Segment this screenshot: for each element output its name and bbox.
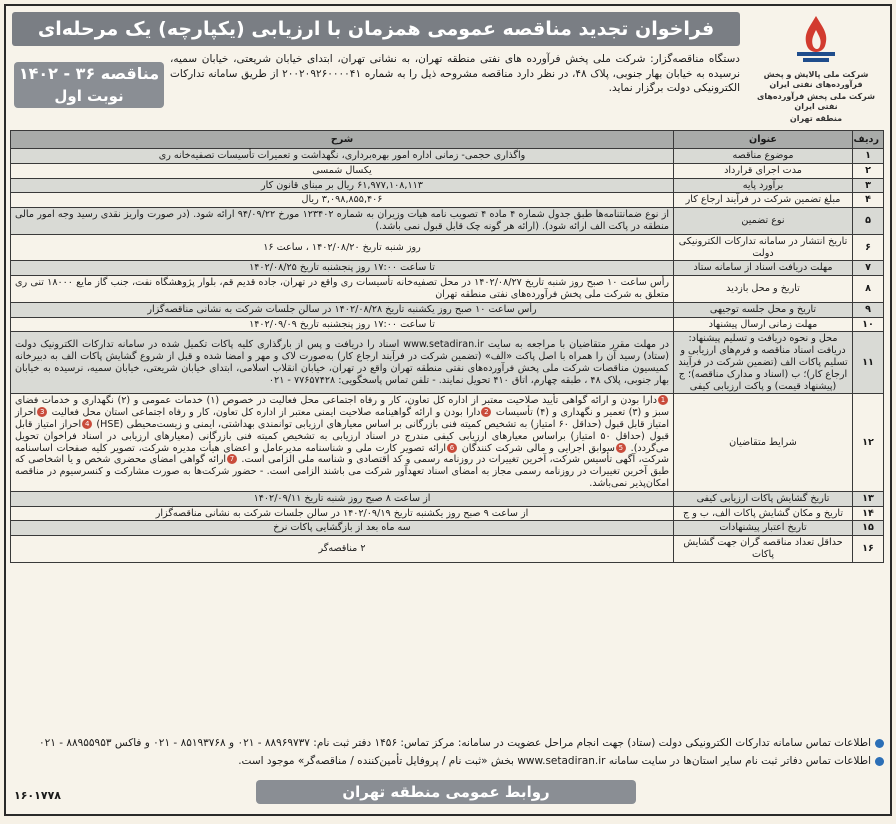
table-row (11, 317, 884, 332)
bullet-icon (875, 757, 884, 766)
notice-code: ۱۶۰۱۷۷۸ (14, 789, 61, 802)
row-title: تاریخ و مکان گشایش پاکات الف، ب و ج (674, 506, 853, 521)
row-number: ۷ (853, 261, 884, 276)
condition-text: احراز امتیاز قابل قبول (حداقل ۵۰ امتیاز) براساس معیارهای ارزیابی کیفی مندرج در اسناد ارزیابی به تشخیص کمیته فنی بازرگانی (معیارهای ارزیابی در اسناد فراخوان تحویل می‌گردد). (15, 418, 670, 454)
public-relations-banner: روابط عمومی منطقه تهران (256, 780, 636, 804)
row-description: روز شنبه تاریخ ۱۴۰۲/۰۸/۲۰ ، ساعت ۱۶ (11, 234, 674, 261)
row-title: محل و نحوه دریافت و تسلیم پیشنهاد: دریافت اسناد مناقصه و فرم‌های ارزیابی و تسلیم پاکات الف (تضمین شرکت در فرآیند ارجاع کار)؛ ب (اسناد و مدارک مناقصه)؛ ج (پیشنهاد قیمت) و پاکت ارزیابی کیفی (674, 332, 853, 394)
condition-text: دارا بودن و ارائه گواهی تأیید صلاحیت معتبر از اداره کل تعاون، کار و رفاه اجتماعی محل فعالیت در خصوص (۱) خدمات عمومی و (۲) نگهداری و خدمات فضای سبز و (۳) تعمیر و نگهداری و (۴) تأسیسات (15, 395, 669, 419)
row-number: ۱۲ (853, 394, 884, 491)
row-number: ۱۳ (853, 491, 884, 506)
contact-text-2: اطلاعات تماس دفاتر ثبت نام سایر استان‌ها در سایت سامانه www.setadiran.ir بخش «ثبت نام / پروفایل تأمین‌کننده / مناقصه‌گر» موجود است. (238, 755, 871, 767)
notice-header (6, 6, 890, 122)
row-number: ۱۴ (853, 506, 884, 521)
table-row (11, 394, 884, 491)
row-number: ۹ (853, 302, 884, 317)
condition-number-badge: 2 (481, 407, 491, 417)
row-description: ۲ مناقصه‌گر (11, 536, 674, 563)
row-description: از ساعت ۸ صبح روز شنبه تاریخ ۱۴۰۲/۰۹/۱۱ (11, 491, 674, 506)
row-title: تاریخ و محل بازدید (674, 276, 853, 303)
condition-number-badge: 1 (658, 395, 668, 405)
intro-paragraph: دستگاه مناقصه‌گزار: شرکت ملی پخش فرآورده های نفتی منطقه تهران، به نشانی تهران، ابتدای خیابان شریعتی، خیابان سمیه، نرسیده به خیابان بهار جنوبی، پلاک ۴۸، در نظر دارد مناقصه مشروحه ذیل را به شماره ۲۰۰۲۰۹۲۶۰۰۰۰۴۱ از طریق سامانه تدارکات الکترونیکی دولت برگزار نماید. (170, 53, 740, 94)
table-row (11, 178, 884, 193)
row-description: ۶۱,۹۷۷,۱۰۸,۱۱۳ ریال بر مبنای قانون کار (11, 178, 674, 193)
row-title: مهلت زمانی ارسال پیشنهاد (674, 317, 853, 332)
row-number: ۱۵ (853, 521, 884, 536)
condition-number-badge: 5 (616, 443, 626, 453)
condition-number-badge: 6 (447, 443, 457, 453)
row-title: مهلت دریافت اسناد از سامانه ستاد (674, 261, 853, 276)
condition-number-badge: 3 (37, 407, 47, 417)
condition-text: ارائه تصویر کارت ملی و شناسنامه مدیرعامل و اعضای هیأت مدیره شرکت، تصویر کلیه صفحات اساسنامه شرکت، آگهی تأسیس شرکت، آخرین تغییرات در روزنامه رسمی و کد اقتصادی و شناسه ملی الزامی است. (15, 442, 669, 466)
table-row (11, 261, 884, 276)
row-description: یکسال شمسی (11, 163, 674, 178)
row-title: تاریخ و محل جلسه توجیهی (674, 302, 853, 317)
table-row (11, 521, 884, 536)
row-title: نوع تضمین (674, 208, 853, 235)
table-row (11, 506, 884, 521)
tender-number: مناقصه ۳۶ - ۱۴۰۲ (18, 64, 160, 83)
page-title: فراخوان تجدید مناقصه عمومی همزمان با ارزیابی (یکپارچه) یک مرحله‌ای (12, 12, 740, 46)
contact-info (10, 734, 884, 770)
row-title: مدت اجرای قرارداد (674, 163, 853, 178)
row-description: رأس ساعت ۱۰ صبح روز شنبه تاریخ ۱۴۰۲/۰۸/۲۷ در محل تصفیه‌خانه تأسیسات ری واقع در تهران، جاده قدیم قم، بلوار پژوهشگاه نفت، جنب گاز مایع ۱۸۰۰۰ تنی ری متعلق به شرکت ملی پخش فرآورده‌های نفتی منطقه تهران (11, 276, 674, 303)
condition-text: ارائه گواهی امضای محضری شخص و یا اشخاصی که طبق آخرین تغییرات در روزنامه رسمی مجاز به امضای اسناد تعهدآور شرکت می باشند الزامی است. - حضور شرکت‌ها به صورت مشارکت و کنسرسیوم در مناقصه امکان‌پذیر نمی‌باشد. (15, 454, 669, 489)
row-number: ۴ (853, 193, 884, 208)
row-description: تا ساعت ۱۷:۰۰ روز پنجشنبه تاریخ ۱۴۰۲/۰۸/۲۵ (11, 261, 674, 276)
contact-line-2 (10, 752, 884, 770)
row-description: از نوع ضمانتنامه‌ها طبق جدول شماره ۴ ماده ۴ تصویب نامه هیات وزیران به شماره ۱۲۳۴۰۲ مورخ ۹۴/۰۹/۲۲ ارائه شود. (در صورت واریز نقدی رسید وجه امور مالی منطقه در پاکت الف ارائه شود). (ارائه هر گونه چک قابل قبول نمی باشد.) (11, 208, 674, 235)
condition-text: دارا بودن و ارائه گواهینامه صلاحیت ایمنی معتبر از اداره کل تعاون، کار و رفاه اجتماعی استان محل فعالیت (51, 407, 481, 419)
logo-text-3: منطقه تهران (789, 114, 843, 123)
header-cell-desc: شرح (11, 131, 674, 149)
row-number: ۱۶ (853, 536, 884, 563)
flame-logo-icon (781, 12, 851, 68)
row-number: ۸ (853, 276, 884, 303)
tender-table (10, 130, 884, 563)
contact-line-1 (10, 734, 884, 752)
logo-text-2: شرکت ملی پخش فرآورده‌های نفتی ایران (757, 92, 875, 111)
table-row (11, 234, 884, 261)
row-description: ۳,۰۹۸,۸۵۵,۴۰۶ ریال (11, 193, 674, 208)
row-description: در مهلت مقرر متقاضیان با مراجعه به سایت www.setadiran.ir اسناد را دریافت و پس از بارگذاری کلیه پاکات تکمیل شده در سامانه تدارکات الکترونیک دولت (ستاد) رسید آن را همراه با اصل پاکت «الف» (تضمین شرکت در فرآیند ارجاع کار) به‌صورت لاک و مهر و امضا شده و قبل از شروع گشایش پاکات الف به دبیرخانه کمیسیون مناقصات شرکت ملی پخش فرآورده‌های نفتی منطقه تهران واقع در تهران، خیابان انقلاب اسلامی، ابتدای خیابان شریعتی، خیابان سمیه، نرسیده به خیابان بهار جنوبی، پلاک ۴۸ ، طبقه چهارم، اتاق ۴۱۰ تحویل نمایند. - تلفن تماس پاسخگویی: ۷۷۶۵۷۴۲۸ - ۰۲۱ (11, 332, 674, 394)
row-number: ۶ (853, 234, 884, 261)
header-cell-title: عنوان (674, 131, 853, 149)
tender-number-box (14, 62, 164, 108)
tender-notice (4, 4, 892, 816)
row-number: ۱ (853, 149, 884, 164)
table-row (11, 332, 884, 394)
row-description: تا ساعت ۱۷:۰۰ روز پنجشنبه تاریخ ۱۴۰۲/۰۹/۰۹ (11, 317, 674, 332)
bullet-icon (875, 739, 884, 748)
row-description: واگذاری حجمی- زمانی اداره امور بهره‌برداری، نگهداشت و تعمیرات تأسیسات تصفیه‌خانه ری (11, 149, 674, 164)
table-row (11, 302, 884, 317)
table-row (11, 149, 884, 164)
row-description: سه ماه بعد از بازگشایی پاکات نرخ (11, 521, 674, 536)
row-description: رأس ساعت ۱۰ صبح روز یکشنبه تاریخ ۱۴۰۲/۰۸/۲۸ در سالن جلسات شرکت به نشانی مناقصه‌گزار (11, 302, 674, 317)
row-title: موضوع مناقصه (674, 149, 853, 164)
row-description: از ساعت ۹ صبح روز یکشنبه تاریخ ۱۴۰۲/۰۹/۱۹ در سالن جلسات شرکت به نشانی مناقصه‌گزار (11, 506, 674, 521)
header-cell-num: ردیف (853, 131, 884, 149)
row-title: مبلغ تضمین شرکت در فرآیند ارجاع کار (674, 193, 853, 208)
condition-number-badge: 7 (227, 454, 237, 464)
table-row (11, 163, 884, 178)
tender-round: نوبت اول (54, 87, 124, 105)
table-row (11, 491, 884, 506)
row-title: تاریخ انتشار در سامانه تدارکات الکترونیکی دولت (674, 234, 853, 261)
logo-text-1: شرکت ملی پالایش و پخش فرآورده‌های نفتی ایران (763, 70, 869, 89)
row-title: تاریخ گشایش پاکات ارزیابی کیفی (674, 491, 853, 506)
row-number: ۱۰ (853, 317, 884, 332)
row-number: ۲ (853, 163, 884, 178)
row-title: حداقل تعداد مناقصه گران جهت گشایش پاکات (674, 536, 853, 563)
company-logo (750, 12, 882, 123)
row-title: شرایط متقاضیان (674, 394, 853, 491)
table-header-row (11, 131, 884, 149)
table-row (11, 193, 884, 208)
row-number: ۵ (853, 208, 884, 235)
row-number: ۳ (853, 178, 884, 193)
row-title: برآورد پایه (674, 178, 853, 193)
condition-text: احراز امتیاز قابل قبول (حداقل ۶۰ امتیاز) به تشخیص کمیته فنی بازرگانی بر اساس معیارهای ارزیابی توانمندی بهداشتی، ایمنی و زیست‌محیطی (HSE) (15, 407, 670, 430)
row-title: تاریخ اعتبار پیشنهادات (674, 521, 853, 536)
row-description (11, 394, 674, 491)
table-row (11, 536, 884, 563)
table-row (11, 208, 884, 235)
table-row (11, 276, 884, 303)
row-number: ۱۱ (853, 332, 884, 394)
condition-number-badge: 4 (82, 419, 92, 429)
condition-text: سوابق اجرایی و مالی شرکت کنندگان (461, 442, 615, 454)
contact-text-1: اطلاعات تماس سامانه تدارکات الکترونیکی دولت (ستاد) جهت انجام مراحل عضویت در سامانه: مرکز تماس: ۱۴۵۶ دفتر ثبت نام: ۸۸۹۶۹۷۳۷ - ۰۲۱ و ۸۵۱۹۳۷۶۸ - ۰۲۱ و فاکس ۸۸۹۵۵۹۵۳ - ۰۲۱ (38, 737, 871, 749)
